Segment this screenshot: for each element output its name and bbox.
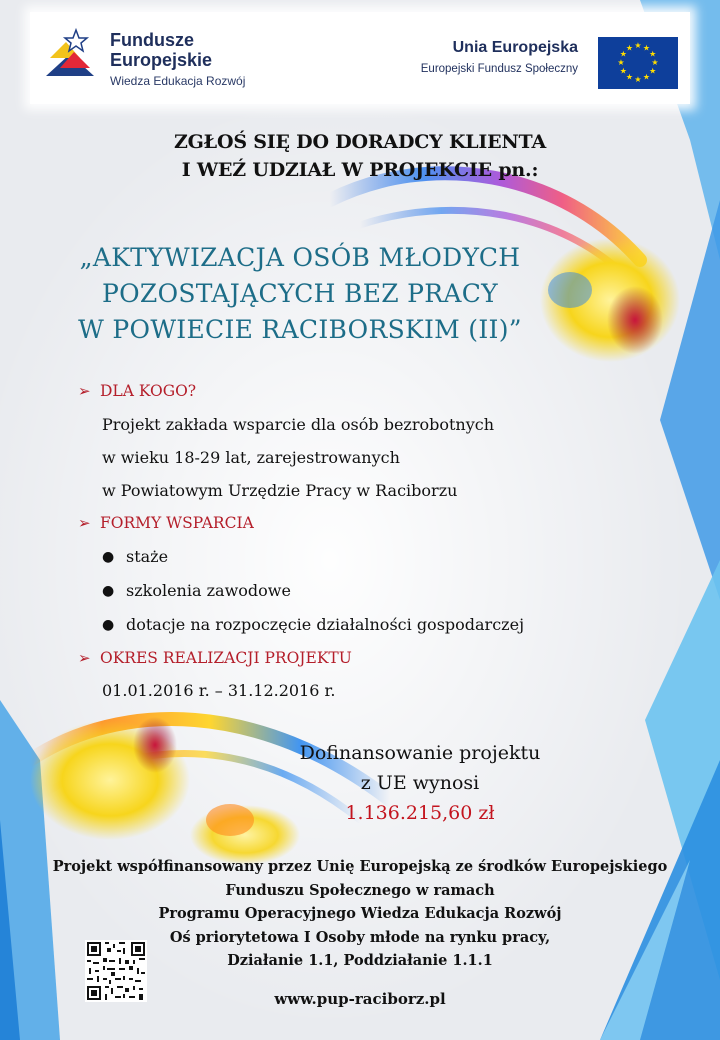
svg-text:★: ★ [625,43,634,53]
bullet-dot-icon: ● [102,583,115,599]
footer-line: Funduszu Społecznego w ramach [225,881,495,899]
svg-text:★: ★ [625,72,634,82]
funding-amount: 1.136.215,60 zł [345,802,495,824]
footer-line: Projekt współfinansowany przez Unię Europejską ze środków Europejskiego [52,858,668,875]
svg-text:★: ★ [651,58,659,67]
for-whom-line: Projekt zakłada wsparcie dla osób bezrobotnych [102,415,495,434]
list-item-text: staże [126,547,169,566]
heading-line1: ZGŁOŚ SIĘ DO DORADCY KLIENTA [173,131,546,153]
svg-text:★: ★ [634,41,642,50]
arrow-right-outline-icon: ➢ [78,649,91,667]
project-title [0,240,600,348]
svg-text:★: ★ [642,72,651,82]
footer-line: Oś priorytetowa I Osoby młode na rynku pracy, [169,928,551,946]
arrow-right-outline-icon: ➢ [78,382,91,400]
fe-subtitle: Wiedza Edukacja Rozwój [110,74,246,88]
project-period-dates: 01.01.2016 r. – 31.12.2016 r. [102,681,336,700]
section-support-forms-label: FORMY WSPARCIA [100,514,254,532]
arrow-right-outline-icon: ➢ [78,514,91,532]
svg-text:★: ★ [634,75,642,84]
for-whom-line: w Powiatowym Urzędzie Pracy w Raciborzu [102,481,458,500]
footer-line: Działanie 1.1, Poddziałanie 1.1.1 [227,952,493,969]
heading-line2: I WEŹ UDZIAŁ W PROJEKCIE pn.: [181,159,539,181]
call-to-action-heading [0,128,720,184]
svg-text:★: ★ [649,66,657,76]
funding-line2: z UE wynosi [360,772,480,794]
list-item [78,608,638,642]
section-for-whom-label: DLA KOGO? [100,382,197,400]
svg-text:★: ★ [642,43,651,53]
project-title-line3: W POWIECIE RACIBORSKIM (II)” [78,315,522,344]
section-for-whom-heading [78,375,638,408]
svg-text:★: ★ [649,49,657,59]
eu-flag-icon [598,37,678,89]
logo-strip [30,12,690,104]
list-item [78,540,638,574]
section-support-forms-heading [78,507,638,540]
ue-subtitle: Europejski Fundusz Społeczny [420,63,578,75]
funding-line1: Dofinansowanie projektu [299,742,541,764]
for-whom-line: w wieku 18-29 lat, zarejestrowanych [102,448,400,467]
svg-text:★: ★ [619,49,627,59]
list-item-text: szkolenia zawodowe [126,581,291,600]
content-sections [78,375,638,707]
project-title-line1: „AKTYWIZACJA OSÓB MŁODYCH [79,243,521,272]
fe-title-line2: Europejskie [110,50,213,70]
website-link[interactable]: www.pup-raciborz.pl [274,990,446,1008]
bullet-dot-icon: ● [102,549,115,565]
footer-line: Programu Operacyjnego Wiedza Edukacja Rozwój [158,905,562,922]
section-period-label: OKRES REALIZACJI PROJEKTU [100,649,352,667]
svg-text:★: ★ [619,66,627,76]
list-item-text: dotacje na rozpoczęcie działalności gospodarczej [126,615,525,634]
svg-text:★: ★ [617,58,625,67]
section-period-heading [78,642,638,675]
fundusze-europejskie-logo-icon [40,24,100,82]
project-title-line2: POZOSTAJĄCYCH BEZ PRACY [102,279,498,308]
bullet-dot-icon: ● [102,617,115,633]
fe-title-line1: Fundusze [110,30,194,50]
funding-info [250,738,590,828]
list-item [78,574,638,608]
ue-title: Unia Europejska [452,39,578,56]
